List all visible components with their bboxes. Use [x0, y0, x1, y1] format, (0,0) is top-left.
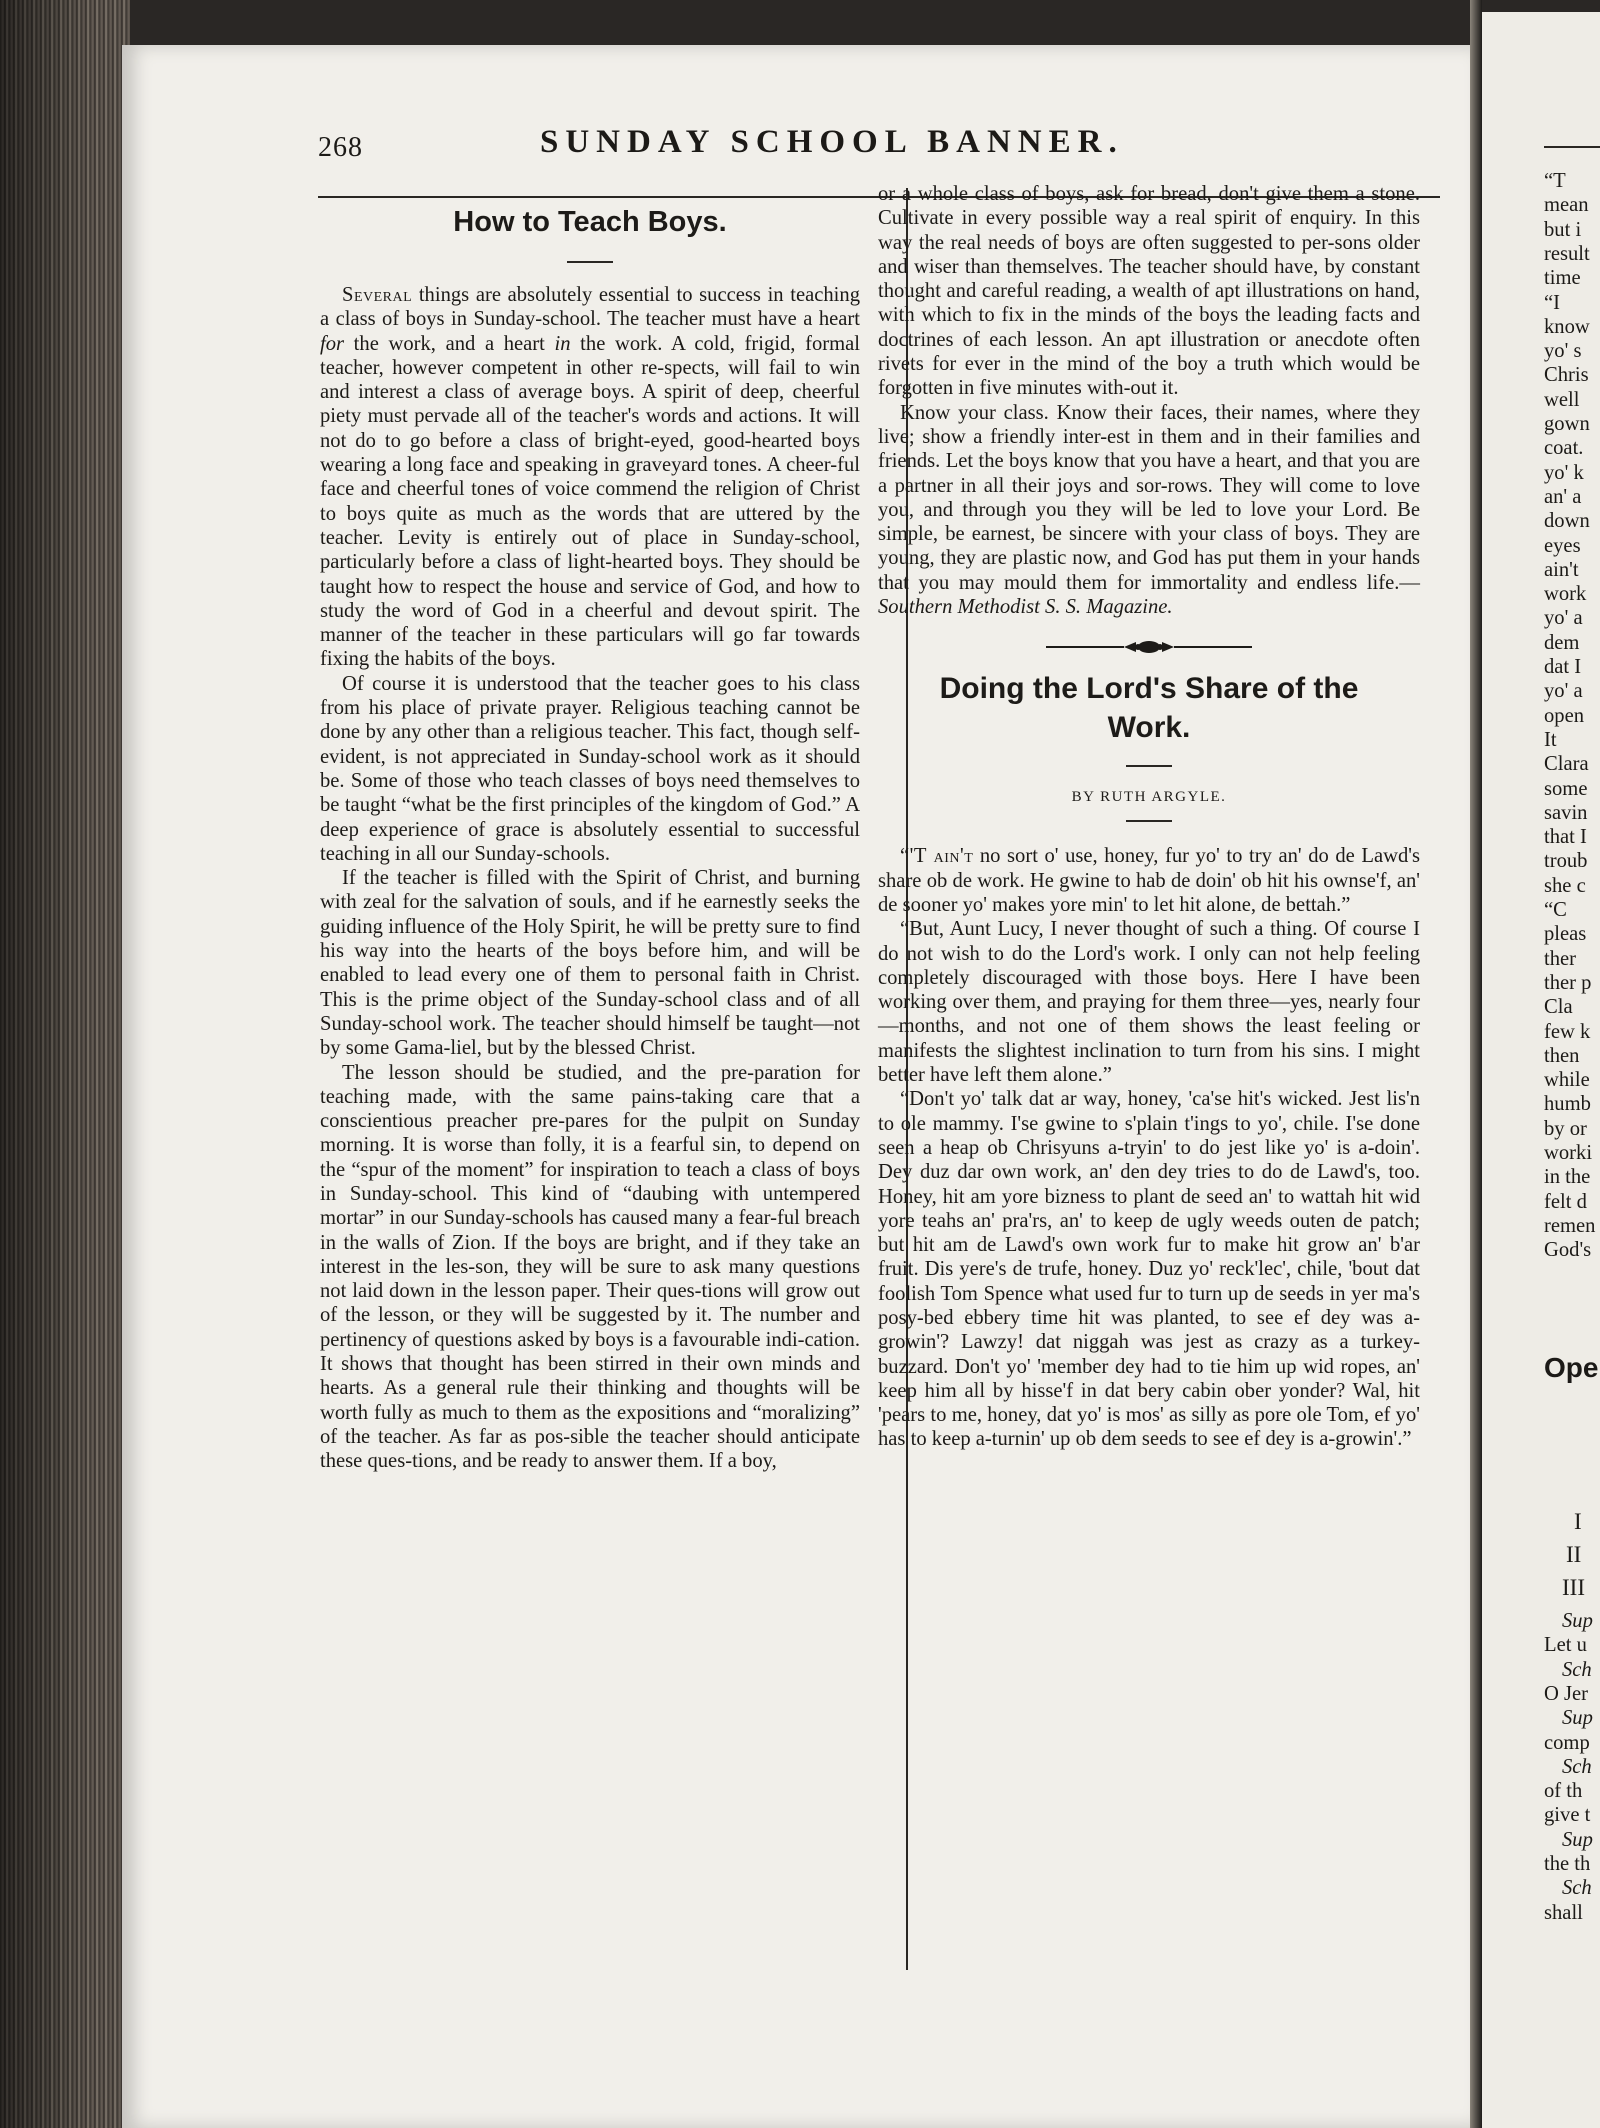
cropped-text-fragment: humb: [1544, 1093, 1591, 1116]
cropped-text-fragment: worki: [1544, 1142, 1593, 1164]
cropped-text-fragment: “I: [1544, 291, 1560, 314]
cropped-roman-numeral: II: [1566, 1542, 1582, 1567]
cropped-text-fragment: open: [1544, 704, 1585, 727]
page-number: 268: [318, 132, 363, 163]
text-run: the work, and a heart: [344, 332, 555, 355]
cropped-text-fragment: dem: [1544, 631, 1580, 654]
cropped-text-fragment: remen: [1544, 1214, 1596, 1237]
article-paragraph: “But, Aunt Lucy, I never thought of such a thing. Of course I do not wish to do the Lord's work. I only can not help feeling completely discouraged with those boys. Here I have been working over them, and praying for them three—yes, nearly four—months, and not one of them shows the least feeling or manifests the slightest inclination to turn from his sins. I might better have left them alone.”: [878, 918, 1420, 1087]
article-paragraph: The lesson should be studied, and the pre-paration for teaching made, with the same pains-taking care that a conscientious preacher pre-pares for the pulpit on Sunday morning. It is worse than folly, it is a fearful sin, to depend on the “spur of the moment” for inspiration to teach a class of boys in Sunday-school. This kind of “daubing with untempered mortar” in our Sunday-schools has caused many a fear-ful breach in the walls of Zion. If the boys are bright, and if they take an interest in the les-son, they will be sure to ask many questions not laid down in the lesson paper. Their ques-tions will grow out of the lesson, or they will be suggested by it. The number and pertinency of questions asked by boys is a favourable indi-cation. It shows that thought has been stirred in their own minds and hearts. As a general rule their thinking and thoughts will be worth fully as much to them as the expositions and “moralizing” of the teacher. As far as pos-sible the teacher should anticipate these ques-tions, and be ready to answer them. If a boy,: [320, 1061, 860, 1473]
cropped-text-fragment: coat.: [1544, 437, 1584, 460]
cropped-text-fragment: know: [1544, 315, 1590, 338]
cropped-text-fragment: by or: [1544, 1117, 1587, 1140]
cropped-text-fragment: in the: [1544, 1166, 1591, 1189]
right-page-header-rule: [1544, 146, 1600, 148]
cropped-text-fragment: then: [1544, 1044, 1580, 1067]
cropped-text-fragment: well: [1544, 388, 1580, 411]
cropped-text-fragment: work: [1544, 583, 1587, 606]
text-run: Know your class. Know their faces, their names, where they live; show a friendly inter-est in them and in their families and friends. Let the boys know that you have a heart, and that you are a partner in all their joys and sor-rows. They will come to love you, and through you they will be led to love your Lord. Be simple, be earnest, be sincere with your class of boys. They are young, they are plastic now, and God has put them in your hands that you may mould them for immortality and endless life.—: [878, 401, 1420, 594]
ornament-divider-icon: [1044, 637, 1254, 657]
cropped-text-fragment: Sup: [1562, 1707, 1593, 1730]
cropped-text-fragment: Sch: [1562, 1877, 1592, 1900]
cropped-text-fragment: some: [1544, 777, 1588, 800]
cropped-text-fragment: Chris: [1544, 364, 1589, 387]
cropped-text-fragment: felt d: [1544, 1190, 1587, 1213]
cropped-text-fragment: mean: [1544, 194, 1589, 217]
byline-rule: [1126, 820, 1172, 822]
cropped-text-fragment: ther p: [1544, 971, 1592, 994]
article-paragraph: [320, 283, 860, 672]
cropped-text-fragment: result: [1544, 242, 1590, 265]
drop-word: Several: [342, 284, 413, 306]
cropped-text-fragment: but i: [1544, 218, 1582, 241]
article-paragraph: [878, 844, 1420, 917]
cropped-text-fragment: few k: [1544, 1020, 1591, 1043]
cropped-text-fragment: Sup: [1562, 1828, 1593, 1851]
cropped-text-fragment: eyes: [1544, 534, 1581, 557]
title-rule: [567, 261, 613, 263]
cropped-text-fragment: ain't: [1544, 558, 1579, 581]
cropped-roman-numeral: I: [1574, 1509, 1582, 1534]
drop-word: “'T ain't: [900, 845, 974, 868]
running-head: SUNDAY SCHOOL BANNER.: [540, 124, 1124, 160]
cropped-text-fragment: comp: [1544, 1731, 1590, 1754]
cropped-text-fragment: that I: [1544, 826, 1587, 849]
cropped-text-fragment: God's: [1544, 1239, 1592, 1262]
cropped-text-fragment: shall: [1544, 1901, 1583, 1924]
cropped-text-fragment: O Jer: [1544, 1682, 1589, 1705]
article-paragraph: Of course it is understood that the teacher goes to his class from his place of private prayer. Religious teaching cannot be done by any other than a religious teacher. This fact, though self-evident, is not appreciated in Sunday-school work as it should be. Some of those who teach classes of boys need themselves to be taught “what be the first principles of the kingdom of God.” A deep experience of grace is absolutely essential to successful teaching in all our Sunday-schools.: [320, 672, 860, 865]
article-paragraph-continued: or a whole class of boys, ask for bread, don't give them a stone. Cultivate in every possible way a real spirit of enquiry. In this way the real needs of boys are often suggested to per-sons older and wiser than themselves. The teacher should have, by constant thought and careful reading, a wealth of apt illustrations on hand, with which to fix in the minds of the boys the leading facts and doctrines of each lesson. An apt illustration or anecdote often rivets for ever in the mind of the boy a truth which would be forgotten in five minutes with-out it.: [878, 183, 1420, 400]
cropped-text-fragment: down: [1544, 510, 1590, 533]
cropped-text-fragment: yo' a: [1544, 680, 1583, 703]
article-paragraph: If the teacher is filled with the Spirit of Christ, and burning with zeal for the salvation of souls, and if he earnestly seeks the guiding influence of the Holy Spirit, he will be pretty sure to find his way into the hearts of the boys before him, and will be enabled to lead every one of them to personal faith in Christ. This is the prime object of the Sunday-school class and of all Sunday-school work. The teacher should himself be taught—not by some Gama-liel, but by the blessed Christ.: [320, 867, 860, 1060]
cropped-text-fragment: “T: [1544, 170, 1566, 192]
italic-text: for: [320, 332, 345, 355]
cropped-text-fragment: pleas: [1544, 923, 1587, 946]
cropped-text-fragment: Sch: [1562, 1658, 1592, 1681]
cropped-text-fragment: yo' a: [1544, 607, 1583, 630]
spine-shadow: [0, 0, 130, 2128]
cropped-text-fragment: yo' s: [1544, 340, 1582, 363]
cropped-roman-numeral: III: [1562, 1575, 1585, 1600]
cropped-text-fragment: yo' k: [1544, 461, 1584, 484]
source-citation: Southern Methodist S. S. Magazine.: [878, 596, 1173, 619]
cropped-text-fragment: It: [1544, 728, 1557, 751]
cropped-text-fragment: Clara: [1544, 753, 1589, 776]
article-title: Doing the Lord's Share of the Work.: [939, 672, 1359, 745]
cropped-text-fragment: the th: [1544, 1853, 1591, 1875]
cropped-text-fragment: Let u: [1544, 1634, 1587, 1657]
book-gutter: [1470, 0, 1482, 2128]
cropped-text-fragment: time: [1544, 267, 1581, 290]
cropped-text-fragment: of th: [1544, 1780, 1583, 1803]
italic-text: in: [554, 332, 571, 355]
cropped-text-fragment: Cla: [1544, 996, 1573, 1019]
cropped-text-fragment: troub: [1544, 850, 1588, 873]
left-column: [320, 200, 860, 1474]
text-run: no sort o' use, honey, fur yo' to try an' do de Lawd's share ob de work. He gwine to hab de doin' ob hit his ownse'f, an' de sooner yo' makes yore min' to let hit alone, de bettah.”: [878, 845, 1420, 916]
cropped-text-fragment: while: [1544, 1069, 1590, 1092]
article-paragraph: [878, 401, 1420, 620]
cropped-heading-fragment: Ope: [1544, 1352, 1599, 1383]
cropped-text-fragment: give t: [1544, 1804, 1591, 1827]
article-title: How to Teach Boys.: [453, 206, 727, 238]
book-page-right-partial: [1482, 12, 1600, 2128]
article-paragraph: “Don't yo' talk dat ar way, honey, 'ca'se hit's wicked. Jest lis'n to ole mammy. I'se gwine to s'plain t'ings to yo', chile. I'se done seen a heap ob Chrisyuns a-tryin' to do jest like yo' is a-doin'. Dey duz dar own work, an' den dey tries to do de Lawd's, too. Honey, hit am yore bizness to plant de seed an' to wattah hit wid yore teahs an' pra'rs, an' to keep de ugly weeds outen de patch; but hit am de Lawd's own work fur to make hit grow an' b'ar fruit. Dis yere's de trufe, honey. Duz yo' reck'lec', chile, 'bout dat foolish Tom Spence what used fur to turn up de seeds in yer ma's posy-bed ebbery time hit was planted, to see ef dey was a-growin'? Lawzy! dat niggah was jest as crazy as a turkey-buzzard. Don't yo' 'member dey had to tie him up wid ropes, an' keep him all by hisse'f in dat bery cabin ober yonder? Wal, hit 'pears to me, honey, dat yo' is mos' as silly as pore ole Tom, ef yo' has to keep a-turnin' up ob dem seeds to see ef dey is a-growin'.”: [878, 1088, 1420, 1451]
cropped-text-fragment: Sup: [1562, 1610, 1593, 1632]
cropped-text-fragment: dat I: [1544, 656, 1582, 678]
cropped-text-fragment: Sch: [1562, 1755, 1592, 1778]
right-column: [878, 182, 1420, 1452]
byline: BY RUTH ARGYLE.: [1071, 789, 1227, 806]
text-run: the work. A cold, frigid, formal teacher, however competent in other re-spects, will fail to win and interest a class of average boys. A spirit of deep, cheerful piety must pervade all of the teacher's words and actions. It will not do to go before a class of bright-eyed, good-hearted boys wearing a long face and speaking in graveyard tones. A cheer-ful face and cheerful tones of voice commend the religion of Christ to boys quite as much as the words that are uttered by the teacher. Levity is entirely out of place in Sunday-school, particularly before a class of light-hearted boys. They should be taught how to respect the house and service of God, and how to study the word of God in a cheerful and devout spirit. The manner of the teacher in these particulars will go far towards fixing the habits of the boys.: [320, 332, 860, 671]
cropped-text-fragment: “C: [1544, 899, 1567, 921]
cropped-text-fragment: gown: [1544, 413, 1590, 435]
title-rule: [1126, 765, 1172, 767]
text-run: things are absolutely essential to success in teaching a class of boys in Sunday-school. The teacher must have a heart: [320, 284, 860, 331]
cropped-text-fragment: an' a: [1544, 485, 1582, 508]
cropped-text-fragment: savin: [1544, 801, 1588, 824]
cropped-text-fragment: she c: [1544, 874, 1586, 897]
cropped-text-fragment: ther: [1544, 947, 1577, 970]
